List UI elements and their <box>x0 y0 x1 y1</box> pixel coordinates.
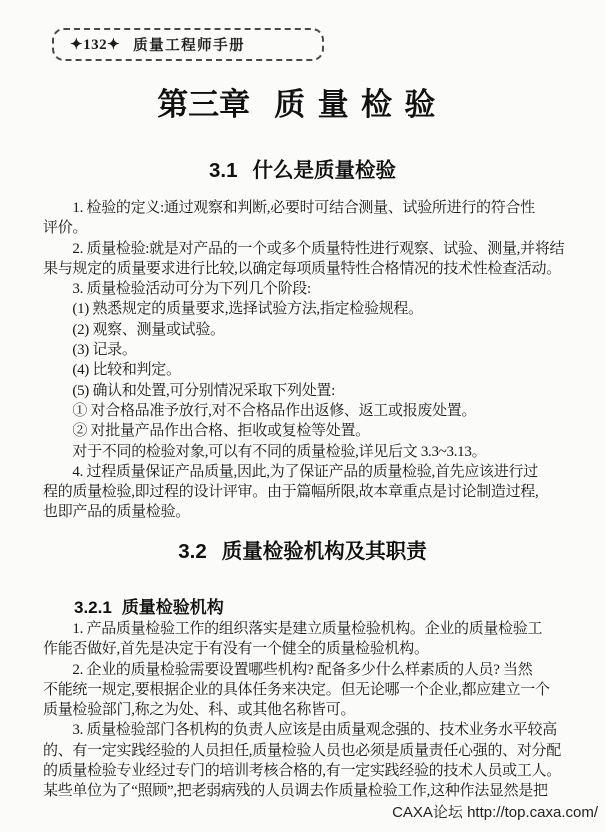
text-line: 也即产品的质量检验。 <box>43 504 191 521</box>
page-header-box <box>52 28 324 61</box>
watermark-text: CAXA论坛 http://top.caxa.com/ <box>392 804 598 821</box>
text-line: ② 对批量产品作出合格、拒收或复检等处置。 <box>43 423 370 440</box>
text-line: 1. 检验的定义:通过观察和判断,必要时可结合测量、试验所进行的符合性 <box>43 200 535 216</box>
subsection-title-text: 质量检验机构 <box>121 598 224 617</box>
section-number: 3.2 <box>178 540 207 563</box>
text-line: 3. 质量检验活动可分为下列几个阶段: <box>43 281 311 298</box>
text-line: (3) 记录。 <box>43 342 137 359</box>
text-line: 4. 过程质量保证产品质量,因此,为了保证产品的质量检验,首先应该进行过 <box>43 463 538 480</box>
section-title-text: 什么是质量检验 <box>252 159 396 182</box>
text-line: 2. 质量检验:就是对产品的一个或多个质量特性进行观察、试验、测量,并将结 <box>43 240 565 257</box>
section-3-2-heading <box>0 538 605 566</box>
section-3-1-heading <box>0 157 605 185</box>
page-number-badge: ✦132✦ <box>70 37 121 53</box>
chapter-title-text: 质量检验 <box>274 87 448 122</box>
section-3-2-body <box>43 619 573 802</box>
text-line: 评价。 <box>43 220 88 237</box>
text-line: 的质量检验专业经过专门的培训考核合格的,有一定实践经验的技术人员或工人。 <box>43 763 561 780</box>
text-line: 的、有一定实践经验的人员担任,质量检验人员也必须是质量责任心强的、对分配 <box>43 742 561 759</box>
text-line: (1) 熟悉规定的质量要求,选择试验方法,指定检验规程。 <box>43 301 423 318</box>
section-title-text: 质量检验机构及其职责 <box>221 540 427 563</box>
section-3-1-body <box>43 198 573 523</box>
text-line: ① 对合格品准予放行,对不合格品作出返修、返工或报废处置。 <box>43 402 477 419</box>
text-line: (4) 比较和判定。 <box>43 362 181 379</box>
subsection-3-2-1-heading <box>74 593 224 618</box>
text-line: 果与规定的质量要求进行比较,以确定每项质量特性合格情况的技术性检查活动。 <box>43 260 561 277</box>
text-line: (2) 观察、测量或试验。 <box>43 321 225 338</box>
chapter-title <box>0 84 605 126</box>
section-number: 3.1 <box>209 159 238 182</box>
text-line: 作能否做好,首先是决定于有没有一个健全的质量检验机构。 <box>43 641 429 658</box>
text-line: (5) 确认和处置,可分别情况采取下列处置: <box>43 382 335 399</box>
text-line: 1. 产品质量检验工作的组织落实是建立质量检验机构。企业的质量检验工 <box>43 621 543 637</box>
text-line: 某些单位为了“照顾”,把老弱病残的人员调去作质量检验工作,这种作法显然是把 <box>43 783 548 800</box>
chapter-number: 第三章 <box>157 87 251 122</box>
text-line: 程的质量检验,即过程的设计评审。由于篇幅所限,故本章重点是讨论制造过程, <box>43 484 539 501</box>
book-title: 质量工程师手册 <box>133 38 246 54</box>
text-line: 2. 企业的质量检验需要设置哪些机构? 配备多少什么样素质的人员? 当然 <box>43 661 533 678</box>
text-line: 3. 质量检验部门各机构的负责人应该是由质量观念强的、技术业务水平较高 <box>43 722 557 739</box>
text-line: 不能统一规定,要根据企业的具体任务来决定。但无论哪一个企业,都应建立一个 <box>43 681 550 698</box>
subsection-number: 3.2.1 <box>74 598 112 617</box>
text-line: 对于不同的检验对象,可以有不同的质量检验,详见后文 3.3~3.13。 <box>43 443 487 460</box>
text-line: 质量检验部门,称之为处、科、或其他名称皆可。 <box>43 702 356 719</box>
